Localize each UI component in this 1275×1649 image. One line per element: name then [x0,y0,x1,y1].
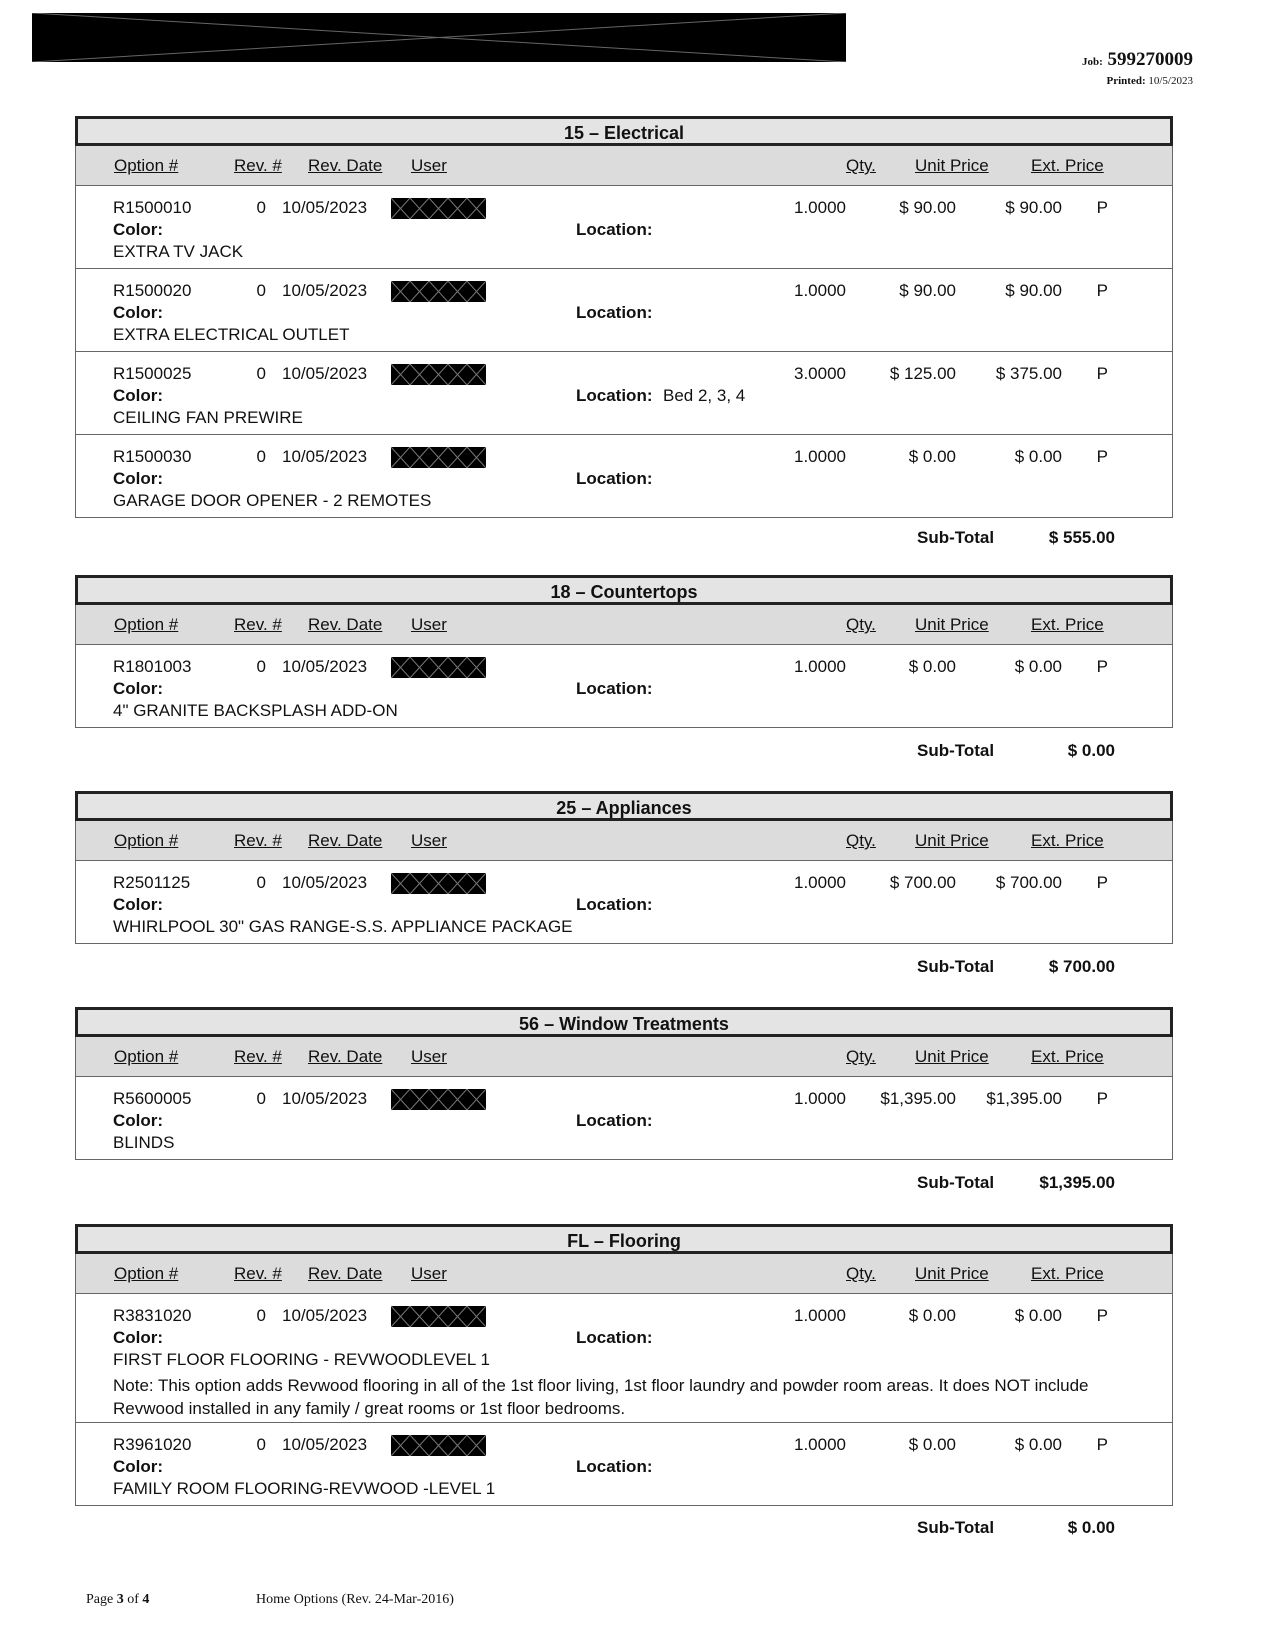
section-title: 18 – Countertops [75,575,1173,605]
location-value: Bed 2, 3, 4 [663,386,746,405]
redacted-user [391,873,486,894]
ext-price: $ 700.00 [995,873,1062,892]
subtotal-value: $ 555.00 [1048,528,1115,547]
rev-date: 10/05/2023 [282,364,368,383]
column-header-row [75,821,1173,861]
section-4 [75,1224,1173,1506]
quantity: 1.0000 [794,281,846,300]
rev-number: 0 [256,281,266,300]
subtotal-row [75,957,1173,981]
column-option: Option # [114,831,179,850]
column-user: User [411,156,447,175]
option-number: R1500020 [113,281,192,300]
section-title: 25 – Appliances [75,791,1173,821]
option-rows [75,1294,1173,1506]
option-row [76,268,1172,351]
location-label: Location: [576,679,653,698]
quantity: 1.0000 [794,1306,846,1325]
ext-price: $ 0.00 [1014,1306,1062,1325]
option-number: R1500030 [113,447,192,466]
column-unit-price: Unit Price [915,1047,989,1066]
location-label: Location: [576,1111,653,1130]
column-ext-price: Ext. Price [1031,615,1104,634]
subtotal-row [75,528,1173,552]
rev-number: 0 [256,447,266,466]
location-label: Location: [576,386,653,405]
section-1 [75,575,1173,728]
status-flag: P [1096,873,1108,892]
column-unit-price: Unit Price [915,831,989,850]
status-flag: P [1096,198,1108,217]
subtotal-row [75,741,1173,765]
redacted-user [391,198,486,219]
section-title: 15 – Electrical [75,116,1173,146]
form-revision: Home Options (Rev. 24-Mar-2016) [256,1592,454,1607]
subtotal-row [75,1173,1173,1197]
option-row [76,1422,1172,1505]
option-description: FAMILY ROOM FLOORING-REVWOOD -LEVEL 1 [113,1479,496,1498]
section-2 [75,791,1173,944]
option-description: FIRST FLOOR FLOORING - REVWOODLEVEL 1 [113,1350,490,1369]
subtotal-value: $ 700.00 [1048,957,1115,976]
column-rev-date: Rev. Date [308,1264,383,1283]
option-note: Note: This option adds Revwood flooring in all of the 1st floor living, 1st floor laundry and powder room areas. It does NOT include Revwood installed in any family / great rooms or 1st floor bedrooms. [113,1376,1089,1418]
option-row [76,186,1172,268]
color-label: Color: [113,386,164,405]
unit-price: $ 0.00 [908,1306,956,1325]
column-unit-price: Unit Price [915,156,989,175]
option-description: WHIRLPOOL 30" GAS RANGE-S.S. APPLIANCE PACKAGE [113,917,573,936]
ext-price: $ 90.00 [1005,281,1062,300]
ext-price: $ 0.00 [1014,447,1062,466]
option-number: R3831020 [113,1306,192,1325]
color-label: Color: [113,1328,164,1347]
column-user: User [411,1047,447,1066]
option-number: R5600005 [113,1089,192,1108]
option-row [76,351,1172,434]
column-header-row [75,146,1173,186]
rev-date: 10/05/2023 [282,873,368,892]
column-header-row [75,605,1173,645]
unit-price: $ 0.00 [908,657,956,676]
option-description: CEILING FAN PREWIRE [113,408,303,427]
redacted-user [391,1435,486,1456]
printed-label: Printed: [1106,75,1146,87]
subtotal-label: Sub-Total [917,741,995,760]
location-label: Location: [576,469,653,488]
column-rev: Rev. # [234,156,282,175]
ext-price: $1,395.00 [986,1089,1062,1108]
option-number: R1801003 [113,657,192,676]
color-label: Color: [113,469,164,488]
rev-date: 10/05/2023 [282,657,368,676]
redacted-user [391,657,486,678]
option-row [76,645,1172,727]
column-rev: Rev. # [234,831,282,850]
rev-number: 0 [256,873,266,892]
option-description: BLINDS [113,1133,175,1152]
option-rows [75,186,1173,518]
ext-price: $ 90.00 [1005,198,1062,217]
color-label: Color: [113,1111,164,1130]
option-row [76,861,1172,943]
column-rev-date: Rev. Date [308,156,383,175]
status-flag: P [1096,447,1108,466]
quantity: 1.0000 [794,873,846,892]
section-3 [75,1007,1173,1160]
column-qty: Qty. [846,156,876,175]
column-user: User [411,1264,447,1283]
option-description: GARAGE DOOR OPENER - 2 REMOTES [113,491,432,510]
option-rows [75,1077,1173,1160]
option-number: R3961020 [113,1435,192,1454]
color-label: Color: [113,303,164,322]
quantity: 1.0000 [794,1089,846,1108]
color-label: Color: [113,220,164,239]
column-qty: Qty. [846,831,876,850]
option-description: 4" GRANITE BACKSPLASH ADD-ON [113,701,398,720]
status-flag: P [1096,1089,1108,1108]
subtotal-label: Sub-Total [917,528,995,547]
column-unit-price: Unit Price [915,1264,989,1283]
job-info [1082,48,1193,88]
column-option: Option # [114,156,179,175]
column-header-row [75,1037,1173,1077]
column-user: User [411,615,447,634]
column-rev: Rev. # [234,1264,282,1283]
subtotal-row [75,1518,1173,1542]
redacted-user [391,447,486,468]
rev-date: 10/05/2023 [282,447,368,466]
rev-number: 0 [256,364,266,383]
unit-price: $ 700.00 [889,873,956,892]
location-label: Location: [576,220,653,239]
job-label: Job: [1081,56,1103,68]
column-option: Option # [114,615,179,634]
status-flag: P [1096,657,1108,676]
option-description: EXTRA TV JACK [113,242,244,261]
rev-date: 10/05/2023 [282,1306,368,1325]
page-indicator: Page 3 of 4 [86,1592,150,1607]
status-flag: P [1096,364,1108,383]
column-qty: Qty. [846,1047,876,1066]
column-rev-date: Rev. Date [308,831,383,850]
redacted-user [391,281,486,302]
redacted-user [391,364,486,385]
unit-price: $ 90.00 [899,198,956,217]
ext-price: $ 375.00 [995,364,1062,383]
status-flag: P [1096,1435,1108,1454]
column-option: Option # [114,1047,179,1066]
rev-number: 0 [256,1306,266,1325]
redacted-user [391,1306,486,1327]
redacted-user [391,1089,486,1110]
unit-price: $ 0.00 [908,447,956,466]
quantity: 3.0000 [794,364,846,383]
rev-date: 10/05/2023 [282,1089,368,1108]
option-row [76,1294,1172,1422]
column-rev-date: Rev. Date [308,615,383,634]
subtotal-value: $1,395.00 [1039,1173,1115,1192]
quantity: 1.0000 [794,1435,846,1454]
rev-number: 0 [256,198,266,217]
option-row [76,1077,1172,1159]
rev-date: 10/05/2023 [282,281,368,300]
unit-price: $ 125.00 [889,364,956,383]
column-rev-date: Rev. Date [308,1047,383,1066]
column-rev: Rev. # [234,615,282,634]
column-ext-price: Ext. Price [1031,156,1104,175]
column-ext-price: Ext. Price [1031,1264,1104,1283]
subtotal-label: Sub-Total [917,1518,995,1537]
redacted-header-banner [32,13,846,62]
column-ext-price: Ext. Price [1031,831,1104,850]
location-label: Location: [576,303,653,322]
column-option: Option # [114,1264,179,1283]
column-user: User [411,831,447,850]
unit-price: $1,395.00 [880,1089,956,1108]
unit-price: $ 90.00 [899,281,956,300]
subtotal-value: $ 0.00 [1067,741,1115,760]
rev-number: 0 [256,1089,266,1108]
rev-number: 0 [256,657,266,676]
column-header-row [75,1254,1173,1294]
section-title: FL – Flooring [75,1224,1173,1254]
status-flag: P [1096,281,1108,300]
column-rev: Rev. # [234,1047,282,1066]
column-qty: Qty. [846,1264,876,1283]
location-label: Location: [576,1328,653,1347]
column-ext-price: Ext. Price [1031,1047,1104,1066]
option-rows [75,645,1173,728]
location-label: Location: [576,895,653,914]
color-label: Color: [113,679,164,698]
rev-number: 0 [256,1435,266,1454]
column-unit-price: Unit Price [915,615,989,634]
quantity: 1.0000 [794,657,846,676]
unit-price: $ 0.00 [908,1435,956,1454]
ext-price: $ 0.00 [1014,657,1062,676]
column-qty: Qty. [846,615,876,634]
rev-date: 10/05/2023 [282,198,368,217]
color-label: Color: [113,895,164,914]
location-label: Location: [576,1457,653,1476]
status-flag: P [1096,1306,1108,1325]
printed-date: 10/5/2023 [1148,75,1193,87]
ext-price: $ 0.00 [1014,1435,1062,1454]
rev-date: 10/05/2023 [282,1435,368,1454]
quantity: 1.0000 [794,447,846,466]
option-number: R1500025 [113,364,192,383]
section-0 [75,116,1173,518]
color-label: Color: [113,1457,164,1476]
option-row [76,434,1172,517]
subtotal-label: Sub-Total [917,1173,995,1192]
option-number: R2501125 [113,873,191,892]
subtotal-value: $ 0.00 [1067,1518,1115,1537]
quantity: 1.0000 [794,198,846,217]
option-description: EXTRA ELECTRICAL OUTLET [113,325,350,344]
option-rows [75,861,1173,944]
job-number: 599270009 [1107,49,1193,70]
subtotal-label: Sub-Total [917,957,995,976]
section-title: 56 – Window Treatments [75,1007,1173,1037]
option-number: R1500010 [113,198,192,217]
